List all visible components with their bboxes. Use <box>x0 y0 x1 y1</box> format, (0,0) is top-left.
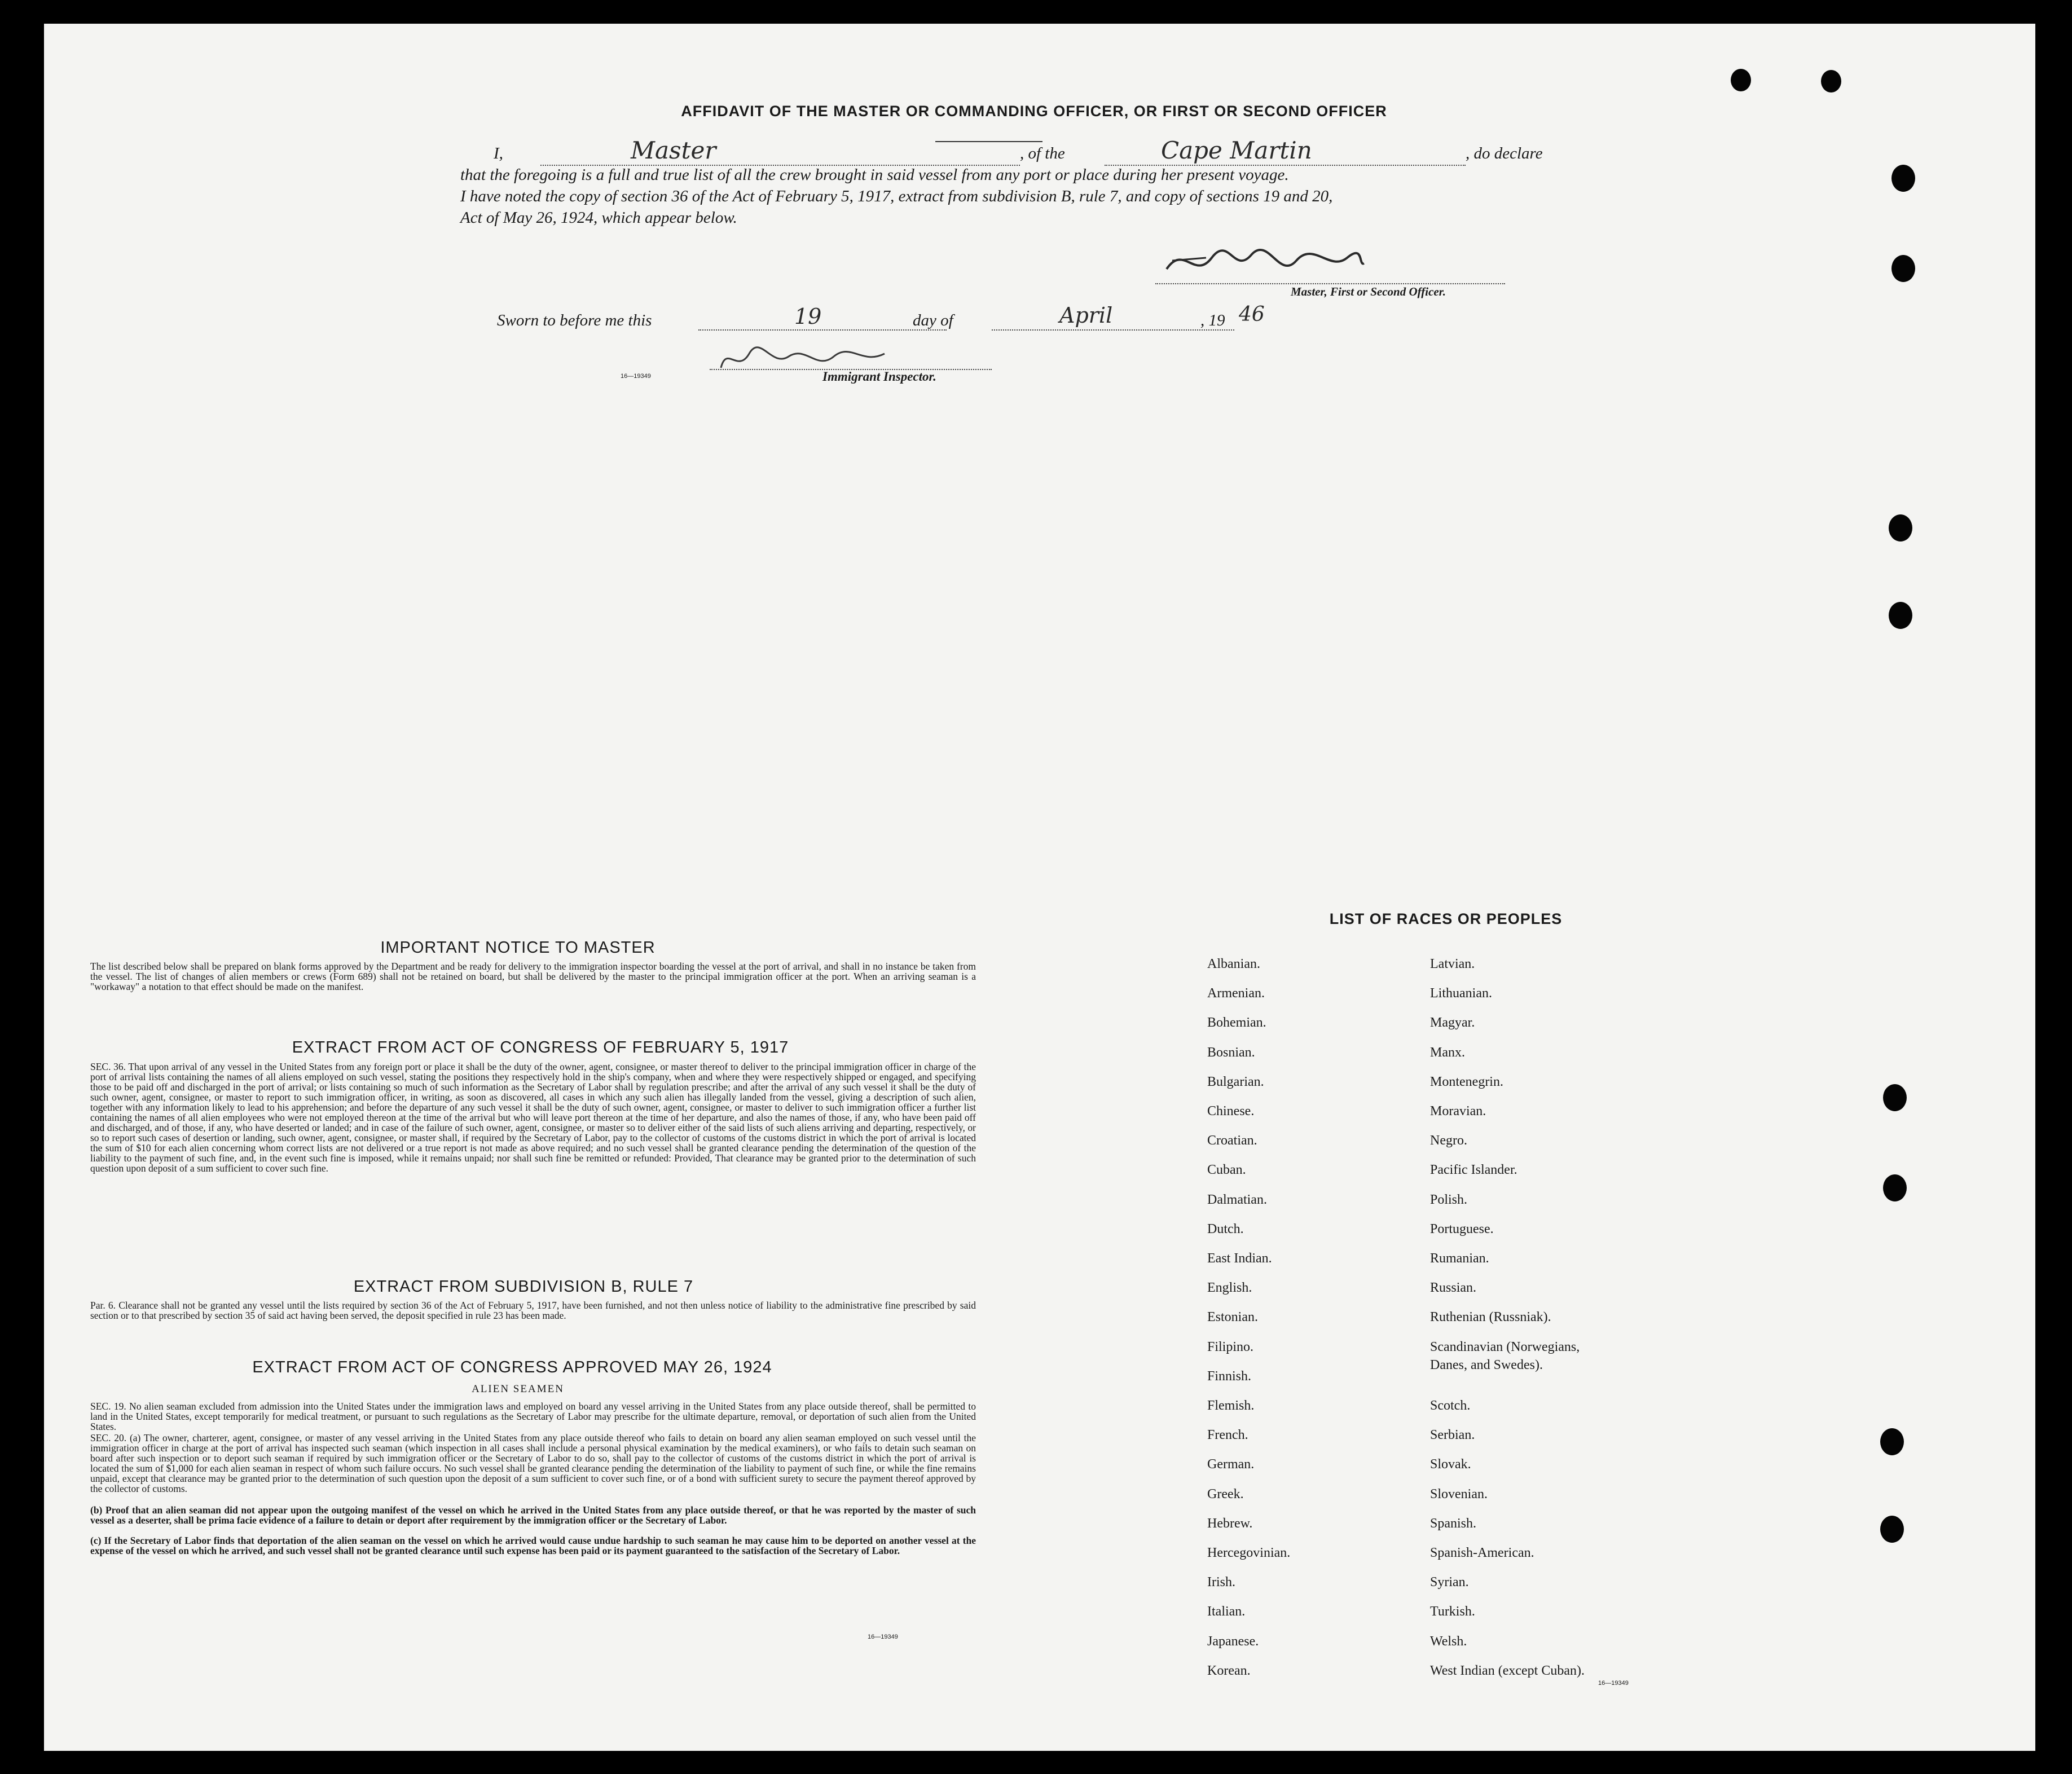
affidavit-text-line2: that the foregoing is a full and true list of all the crew brought in said vessel from any port or place during her present voyage. <box>460 166 1289 184</box>
extract-1917-heading: EXTRACT FROM ACT OF CONGRESS OF FEBRUARY 5, 1917 <box>292 1038 789 1057</box>
race-item: Korean. <box>1207 1663 1251 1678</box>
affidavit-title: AFFIDAVIT OF THE MASTER OR COMMANDING OFFICER, OR FIRST OR SECOND OFFICER <box>681 103 1387 120</box>
race-item: Chinese. <box>1207 1104 1255 1119</box>
master-signature <box>1161 241 1370 286</box>
affidavit-i-label: I, <box>494 144 503 162</box>
notice-heading: IMPORTANT NOTICE TO MASTER <box>380 939 656 957</box>
punch-hole <box>1883 1084 1907 1111</box>
punch-hole <box>1880 1516 1904 1543</box>
rule7-heading: EXTRACT FROM SUBDIVISION B, RULE 7 <box>353 1278 694 1296</box>
race-item: Japanese. <box>1207 1634 1259 1649</box>
race-item: Croatian. <box>1207 1133 1257 1148</box>
sworn-label: Sworn to before me this <box>497 311 652 329</box>
race-item: Ruthenian (Russniak). <box>1430 1310 1551 1325</box>
day-of-label: day of <box>913 311 953 329</box>
punch-hole <box>1821 70 1841 93</box>
title-divider <box>935 141 1042 142</box>
race-item: Syrian. <box>1430 1575 1469 1590</box>
races-heading: LIST OF RACES OR PEOPLES <box>1329 910 1563 927</box>
race-item: Cuban. <box>1207 1163 1246 1178</box>
month-line <box>992 329 1234 331</box>
race-item: Scotch. <box>1430 1398 1471 1413</box>
extract-1924-heading: EXTRACT FROM ACT OF CONGRESS APPROVED MAY 26, 1924 <box>252 1358 772 1376</box>
race-item: Irish. <box>1207 1575 1235 1590</box>
race-item: Hercegovinian. <box>1207 1546 1291 1560</box>
extract-1924-sec20a: SEC. 20. (a) The owner, charterer, agent, consignee, or master of any vessel arriving in the United States from any place outside thereof who fails to detain on board any alien seaman employed on such vessel until the immigration officer in charge at the port of arrival has inspected such seaman (which inspection in all cases shall include a personal physical examination by the medical examiners), or who fails to detain such seaman on board after such inspection or to deport such seaman if required by such immigration officer or the Secretary of Labor to do so, shall pay to the collector of customs of the customs district in which the port of arrival is located the sum of $1,000 for each alien seaman in respect of whom such failure occurs. No such vessel shall be granted clearance pending the determination of the liability to payment of such fine, or while the fine remains unpaid, except that clearance may be granted prior to the determination of such question upon the deposit of a sum sufficient to cover such fine, or of a bond with sufficient surety to secure the payment thereof approved by the collector of customs. <box>90 1432 976 1494</box>
race-item: Negro. <box>1430 1133 1467 1148</box>
extract-1924-sec20c: (c) If the Secretary of Labor finds that deportation of the alien seaman on the vessel on which he arrived would cause undue hardship to such seaman he may cause him to be deported on another vessel at the expense of the vessel on which he arrived, and such vessel shall not be granted clearance until such expense has been paid or its payment guaranteed to the satisfaction of the Secretary of Labor. <box>90 1535 976 1556</box>
punch-hole <box>1889 602 1912 629</box>
day-line <box>698 329 947 331</box>
race-item: German. <box>1207 1457 1255 1472</box>
affidavit-text-line3: I have noted the copy of section 36 of the Act of February 5, 1917, extract from subdivision B, rule 7, and copy of sections 19 and 20, <box>460 187 1333 205</box>
notice-body: The list described below shall be prepared on blank forms approved by the Department and be ready for delivery to the immigration inspector boarding the vessel at the port of arrival, and shall in no instance be taken from the vessel. The list of changes of alien members or crews (Form 689) shall not be retained on board, but shall be delivered by the master to the principal immigration officer at the port. When an arriving seaman is a "workaway" a notation to that effect should be made on the manifest. <box>90 961 976 992</box>
sworn-month: April <box>1059 303 1113 328</box>
year-prefix: , 19 <box>1200 311 1225 329</box>
race-item: Russian. <box>1430 1280 1477 1296</box>
extract-1924-sec19: SEC. 19. No alien seaman excluded from admission into the United States under the immigration laws and employed on board any vessel arriving in the United States from any place outside thereof, shall be permitted to land in the United States, except temporarily for medical treatment, or pursuant to such regulations as the Secretary of Labor may prescribe for the ultimate departure, removal, or deportation of such alien from the United States. <box>90 1401 976 1432</box>
race-item: Welsh. <box>1430 1634 1467 1649</box>
race-item: Bohemian. <box>1207 1015 1266 1031</box>
race-item: Filipino. <box>1207 1339 1254 1354</box>
alien-seamen-subheading: ALIEN SEAMEN <box>472 1383 564 1395</box>
race-item: Estonian. <box>1207 1310 1258 1325</box>
extract-1924-sec20b: (b) Proof that an alien seaman did not appear upon the outgoing manifest of the vessel on which he arrived in the United States from any place outside thereof, or that he was reported by the master of such vessel as a deserter, shall be prima facie evidence of a failure to detain or deport after requirement by the immigration officer or the Secretary of Labor. <box>90 1504 976 1526</box>
race-item: Dutch. <box>1207 1221 1244 1236</box>
race-item: Spanish-American. <box>1430 1546 1534 1560</box>
race-item: Armenian. <box>1207 986 1265 1001</box>
race-item: Moravian. <box>1430 1104 1486 1119</box>
race-item: English. <box>1207 1280 1252 1296</box>
punch-hole <box>1883 1174 1907 1201</box>
rule7-body: Par. 6. Clearance shall not be granted any vessel until the lists required by section 36 of the Act of February 5, 1917, have been furnished, and not then unless notice of liability to the administrative fine prescribed by said section or to that prescribed by section 35 of said act having been served, the deposit specified in rule 23 has been made. <box>90 1300 976 1321</box>
race-item: Pacific Islander. <box>1430 1163 1517 1178</box>
race-item: Serbian. <box>1430 1428 1475 1443</box>
race-item: Slovak. <box>1430 1457 1471 1472</box>
signature-line <box>1155 283 1505 284</box>
affidavit-form-number: 16—19349 <box>621 373 651 380</box>
race-item: Rumanian. <box>1430 1251 1489 1266</box>
race-item: Scandinavian (Norwegians, <box>1430 1339 1580 1354</box>
signature-label: Master, First or Second Officer. <box>1291 285 1446 298</box>
races-form-number: 16—19349 <box>1598 1680 1629 1687</box>
race-item: Finnish. <box>1207 1368 1252 1384</box>
handwritten-vessel: Cape Martin <box>1161 137 1312 164</box>
affidavit-text-line4: Act of May 26, 1924, which appear below. <box>460 209 737 227</box>
race-item: Bulgarian. <box>1207 1074 1264 1089</box>
punch-hole <box>1889 514 1912 542</box>
race-item: East Indian. <box>1207 1251 1272 1266</box>
sworn-day: 19 <box>794 304 822 329</box>
race-item: Turkish. <box>1430 1604 1475 1619</box>
race-item: Montenegrin. <box>1430 1074 1503 1089</box>
race-item: Dalmatian. <box>1207 1192 1267 1207</box>
extract-1917-body: SEC. 36. That upon arrival of any vessel in the United States from any foreign port or place it shall be the duty of the owner, agent, consignee, or master thereof to deliver to the principal immigration officer in charge of the port of arrival lists containing the names of all aliens employed on such vessel, stating the positions they respectively hold in the ship's company, when and where they were respectively shipped or engaged, and specifying those to be paid off and discharged in the port of arrival; or lists containing so much of such information as the Secretary of Labor shall by regulation prescribe; and after the arrival of any such vessel it shall be the duty of such owner, agent, consignee, or master to report to such immigration officer, in writing, as soon as discovered, all cases in which any such alien has illegally landed from the vessel, giving a description of such alien, together with any information likely to lead to his apprehension; and before the departure of any such vessel it shall be the duty of such owner, agent, consignee, or master to deliver to such immigration officer a further list containing the names of all alien employees who were not employed thereon at the time of the arrival but who will leave port thereon at the time of her departure, and also the names of those, if any, who have been paid off and discharged, and of those, if any, who have deserted or landed; and in case of the failure of such owner, agent, consignee, or master so to deliver either of the said lists of such aliens arriving and departing, respectively, or so to report such cases of desertion or landing, such owner, agent, consignee, or master shall, if required by the Secretary of Labor, pay to the collector of customs of the customs district in which the port of arrival is located the sum of $10 for each alien concerning whom correct lists are not delivered or a true report is not made as above required; and no such vessel shall be granted clearance pending the determination of the question of the liability to the payment of such fine, and, in the event such fine is imposed, while it remains unpaid; nor shall such fine be remitted or refunded: Provided, That clearance may be granted prior to the determination of such question upon deposit of a sum sufficient to cover such fine. <box>90 1061 976 1174</box>
race-item: Flemish. <box>1207 1398 1255 1413</box>
of-the-label: , of the <box>1020 144 1065 162</box>
punch-hole <box>1891 255 1915 282</box>
punch-hole <box>1731 69 1751 91</box>
document-sheet <box>44 24 2035 1751</box>
extract-form-number: 16—19349 <box>868 1634 898 1640</box>
race-item: Magyar. <box>1430 1015 1475 1031</box>
punch-hole <box>1880 1428 1904 1455</box>
race-item: Lithuanian. <box>1430 986 1492 1001</box>
do-declare-label: , do declare <box>1466 144 1543 162</box>
race-item: Latvian. <box>1430 957 1475 971</box>
race-item: Portuguese. <box>1430 1221 1494 1236</box>
race-item: Greek. <box>1207 1486 1244 1502</box>
race-item: Manx. <box>1430 1045 1465 1060</box>
race-item: French. <box>1207 1428 1248 1443</box>
race-continuation: Danes, and Swedes). <box>1430 1358 1543 1372</box>
race-item: Albanian. <box>1207 957 1260 971</box>
year-suffix: 46 <box>1239 303 1265 326</box>
inspector-label: Immigrant Inspector. <box>822 369 936 384</box>
race-item: Italian. <box>1207 1604 1246 1619</box>
race-item: Hebrew. <box>1207 1516 1253 1531</box>
race-item: Polish. <box>1430 1192 1468 1207</box>
handwritten-name: Master <box>631 137 716 164</box>
race-item: West Indian (except Cuban). <box>1430 1663 1585 1678</box>
race-item: Slovenian. <box>1430 1486 1488 1502</box>
punch-hole <box>1891 165 1915 192</box>
race-item: Bosnian. <box>1207 1045 1255 1060</box>
race-item: Spanish. <box>1430 1516 1477 1531</box>
